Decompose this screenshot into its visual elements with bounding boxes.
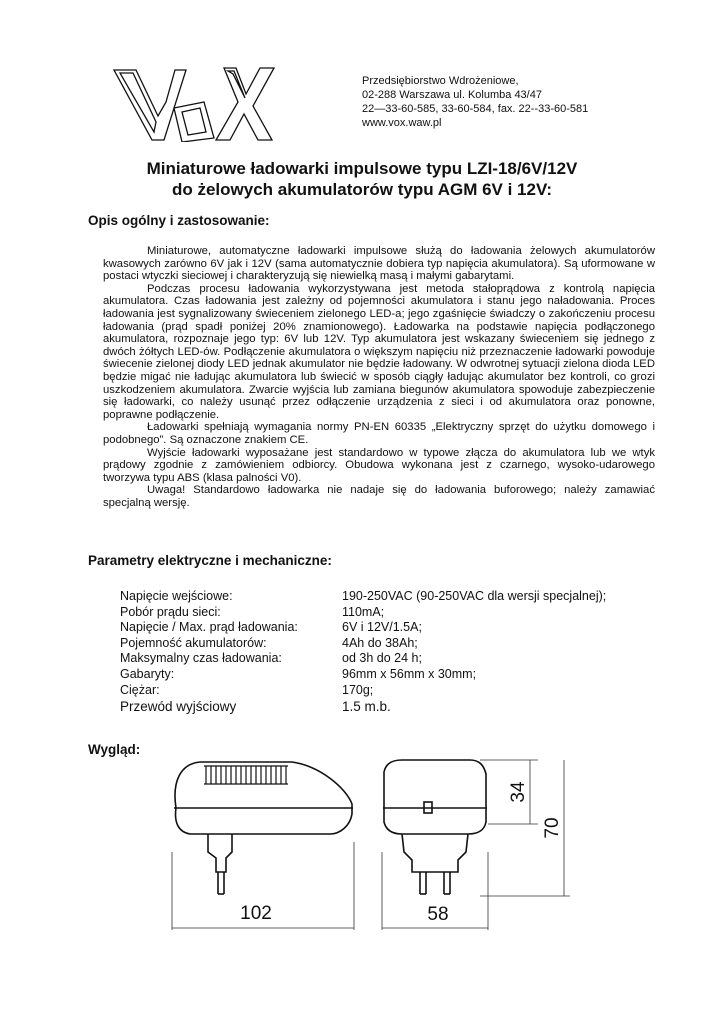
title-line-1: Miniaturowe ładowarki impulsowe typu LZI-18/6V/12V [146,159,578,178]
title-line-2: do żelowych akumulatorów typu AGM 6V i 12V: [171,180,553,199]
param-value: 1.5 m.b. [342,699,391,715]
params-table [120,589,606,715]
param-label: Maksymalny czas ładowania: [120,651,282,666]
param-row [120,605,606,621]
company-address: 02-288 Warszawa ul. Kolumba 43/47 [362,89,542,101]
company-info [362,74,588,130]
vent-grille [204,766,288,784]
company-website: www.vox.waw.pl [362,117,442,129]
param-value: 4Ah do 38Ah; [342,635,418,650]
vox-logo [112,62,278,142]
param-label: Pojemność akumulatorów: [120,635,267,650]
dimension-width: 58 [427,904,449,925]
dimension-height-total: 70 [542,817,563,839]
param-row [120,589,606,605]
dimension-height-body: 34 [508,781,529,803]
param-value: od 3h do 24 h; [342,651,422,666]
section-heading-appearance: Wygląd: [88,742,141,757]
description-paragraph: Podczas procesu ładowania wykorzystywana jest metoda stałoprądowa z kontrolą napięcia akumulatora. Czas ładowania jest zależny od pojemności akumulatora i stanu jego naładowania. Proces ładowania jest sygnalizowany świeceniem zielonego LED-a; jego zgaśnięcie świadczy o zakończeniu procesu ładowania (prąd spadł poniżej 20% znamionowego). Ładowarka na podstawie napięcia podłączonego akumulatora, rozpoznaje jego typ: 6V lub 12V. Typ akumulatora jest wskazany świeceniem się jednego z dwóch żółtych LED-ów. Podłączenie akumulatora o większym napięciu niż przeznaczenie ładowarki powoduje świecenie zielonej diody LED jednak akumulator nie będzie ładowany. W odwrotnej sytuacji zielona dioda LED będzie migać nie ładując akumulatora lub świecić w sposób ciągły ładując akumulator bez kontroli, co grozi uszkodzeniem akumulatora. Zwarcie wyjścia lub zamiana biegunów akumulatora spowoduje zabezpieczenie się ładowarki, co należy usunąć przez odłączenie urządzenia z sieci i od akumulatora oraz ponowne, poprawne podłączenie. [103,282,655,421]
description-paragraph: Wyjście ładowarki wyposażane jest standardowo w typowe złącza do akumulatora lub we wtyk prądowy zgodnie z zamówieniem odbiorcy. Obudowa wykonana jest z czarnego, wysoko-udarowego tworzywa typu ABS (klasa palności V0). [103,446,655,484]
param-value: 190-250VAC (90-250VAC dla wersji specjalnej); [342,589,607,603]
param-row [120,698,606,715]
param-label: Przewód wyjściowy [120,699,237,715]
param-value: 96mm x 56mm x 30mm; [342,666,477,681]
side-view-plug [208,834,232,872]
param-label: Gabaryty: [120,666,175,681]
charger-drawing [150,752,570,942]
description-text [103,245,655,509]
dimension-length: 102 [240,903,272,924]
section-heading-params: Parametry elektryczne i mechaniczne: [88,553,332,568]
param-row [120,651,606,667]
param-value: 6V i 12V/1.5A; [342,620,422,635]
param-label: Ciężar: [120,682,160,697]
param-label: Napięcie wejściowe: [120,589,233,603]
description-paragraph: Uwaga! Standardowo ładowarka nie nadaje się do ładowania buforowego; należy zamawiać specjalną wersję. [103,484,655,509]
company-phones: 22—33-60-585, 33-60-584, fax. 22--33-60-581 [362,103,589,115]
param-label: Pobór prądu sieci: [120,604,221,619]
company-name: Przedsiębiorstwo Wdrożeniowe, [362,75,519,87]
param-value: 110mA; [342,604,385,619]
description-paragraph: Miniaturowe, automatyczne ładowarki impulsowe służą do ładowania żelowych akumulatorów kwasowych zarówno 6V jak i 12V (sama automatycznie dobiera typ napięcia akumulatora). Są uformowane w postaci wtyczki sieciowej i charakteryzują się niewielką masą i małymi gabarytami. [103,245,655,283]
param-row [120,620,606,636]
description-paragraph: Ładowarki spełniają wymagania normy PN-EN 60335 „Elektryczny sprzęt do użytku domowego i podobnego”. Są oznaczone znakiem CE. [103,421,655,446]
section-heading-description: Opis ogólny i zastosowanie: [88,213,270,228]
param-row [120,683,606,699]
front-view-plug [402,834,468,872]
document-title [0,158,724,200]
param-row [120,636,606,652]
side-view-body [175,762,352,834]
param-label: Napięcie / Max. prąd ładowania: [120,620,298,635]
front-view-body [384,760,486,834]
param-row [120,667,606,683]
param-value: 170g; [342,682,374,697]
